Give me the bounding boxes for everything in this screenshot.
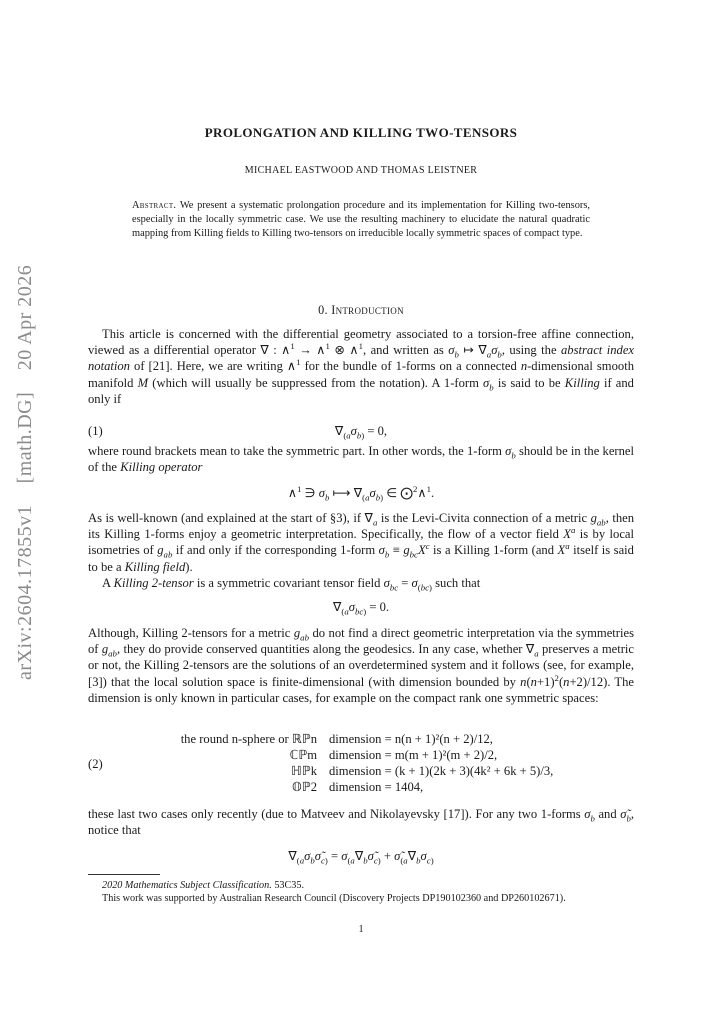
space-quaternionic-projective: ℍℙk [291,764,317,778]
space-sphere: the round n-sphere or ℝℙn [180,732,317,746]
equation-1-label: (1) [88,424,103,438]
dimension-row-complex [134,747,659,763]
abstract-label: Abstract. [132,200,177,211]
paragraph-intro: This article is concerned with the differential geometry associated to a torsion-free affine connection, viewed as a differential operator ∇ : ∧$^1$ → ∧$^1$ ⊗ ∧$^1$, and written as $\sigma_b$ ↦ $\nabla_a\sigma_b$, using the abstract index notation of [21]. Here, we are writing ∧$^1$ for the bundle of 1-forms on a connected n-dimensional smooth manifold M (which will usually be suppressed from the notation). A 1-form $\sigma_b$ is said to be Killing if and only if [88,327,634,406]
equation-2-label: (2) [88,757,103,771]
dimension-table [134,731,659,795]
page-number: 1 [358,924,364,935]
paragraph-levi-civita: As is well-known (and explained at the start of §3), if $\nabla_a$ is the Levi-Civita connection of a metric $g_{ab}$, then its Killing 1-forms enjoy a geometric interpretation. Specifically, the flow of a vector field $X^a$ is by local isometries of $g_{ab}$ if and only if the corresponding 1-form $\sigma_b \equiv g_{bc}X^c$ is a Killing 1-form (and $X^a$ itself is said to be a Killing field). [88,511,635,574]
footnote-rule [88,874,160,875]
footnote-msc [88,879,634,892]
dimension-row-quaternionic [134,763,659,779]
dimension-sphere: dimension = n(n + 1)²(n + 2)/12, [329,732,493,746]
equation-killing-tensor: $\nabla_{(a}\sigma_{bc)} = 0$. [332,600,390,617]
dimension-row-sphere [134,731,659,747]
footnote-support: This work was supported by Australian Research Council (Discovery Projects DP190102360 and DP260102671). [102,893,566,905]
dimension-octonionic-projective: dimension = 1404, [329,780,424,794]
footnotes [88,879,634,905]
section-heading [88,302,634,318]
arxiv-category: [math.DG] [14,391,36,484]
paragraph-symmetric-part: where round brackets mean to take the symmetric part. In other words, the 1-form $\sigma_b$ should be in the kernel of the Killing operator [88,444,634,475]
space-complex-projective: ℂℙm [289,748,317,762]
arxiv-date: 20 Apr 2026 [14,264,36,371]
space-octonionic-projective: 𝕆ℙ2 [291,780,317,794]
section-number: 0. [318,303,328,317]
dimension-row-octonionic [134,779,659,795]
section-title: Introduction [331,303,404,317]
paragraph-killing-tensor: A Killing 2-tensor is a symmetric covariant tensor field $\sigma_{bc} = \sigma_{(bc)}$ such that [102,576,481,593]
footnote-msc-code: 53C35. [271,880,305,891]
paragraph-recent: these last two cases only recently (due to Matveev and Nikolayevsky [17]). For any two 1-forms $\sigma_b$ and $\sigmã_b$, notice that [88,807,635,838]
abstract [132,199,590,240]
dimension-complex-projective: dimension = m(m + 1)²(m + 2)/2, [329,748,498,762]
arxiv-id: arXiv:2604.17855v1 [14,504,36,680]
paragraph-conserved: Although, Killing 2-tensors for a metric $g_{ab}$ do not find a direct geometric interpretation via the symmetries of $g_{ab}$, they do provide conserved quantities along the geodesics. In any case, whether $\nabla_a$ preserves a metric or not, the Killing 2-tensors are the solutions of an overdetermined system and it follows (see, for example, [3]) that the local solution space is finite-dimensional (with dimension bounded by $n(n+1)^2(n+2)/12$). The dimension is only known in particular cases, for example on the compact rank one symmetric spaces: [88,626,635,705]
equation-product: $\nabla_{(a}\sigma_b\sigmã_{c)}$ = $\sigma_{(a}\nabla_b\sigmã_{c)}$ + $\sigmã_{(a}\nabla_b\sigma_{c)}$ [288,849,434,866]
footnote-msc-label: 2020 Mathematics Subject Classification. [102,880,272,891]
paper-authors: MICHAEL EASTWOOD AND THOMAS LEISTNER [244,165,478,176]
paper-title: PROLONGATION AND KILLING TWO-TENSORS [204,125,518,140]
dimension-quaternionic-projective: dimension = (k + 1)(2k + 3)(4k² + 6k + 5)/3, [329,764,554,778]
equation-1: (1) $\nabla_{(a}\sigma_{b)} = 0$, [88,424,388,441]
equation-killing-operator: ∧$^1$ ∋ $\sigma_b$ ⟼ $\nabla_{(a}\sigma_{b)}$ ∈ ⨀$^2$∧$^1$. [287,483,435,503]
abstract-text: We present a systematic prolongation procedure and its implementation for Killing two-tensors, especially in the locally symmetric case. We use the resulting machinery to elucidate the natural quadratic mapping from Killing fields to Killing two-tensors on irreducible locally symmetric spaces of compact type. [132,200,590,239]
